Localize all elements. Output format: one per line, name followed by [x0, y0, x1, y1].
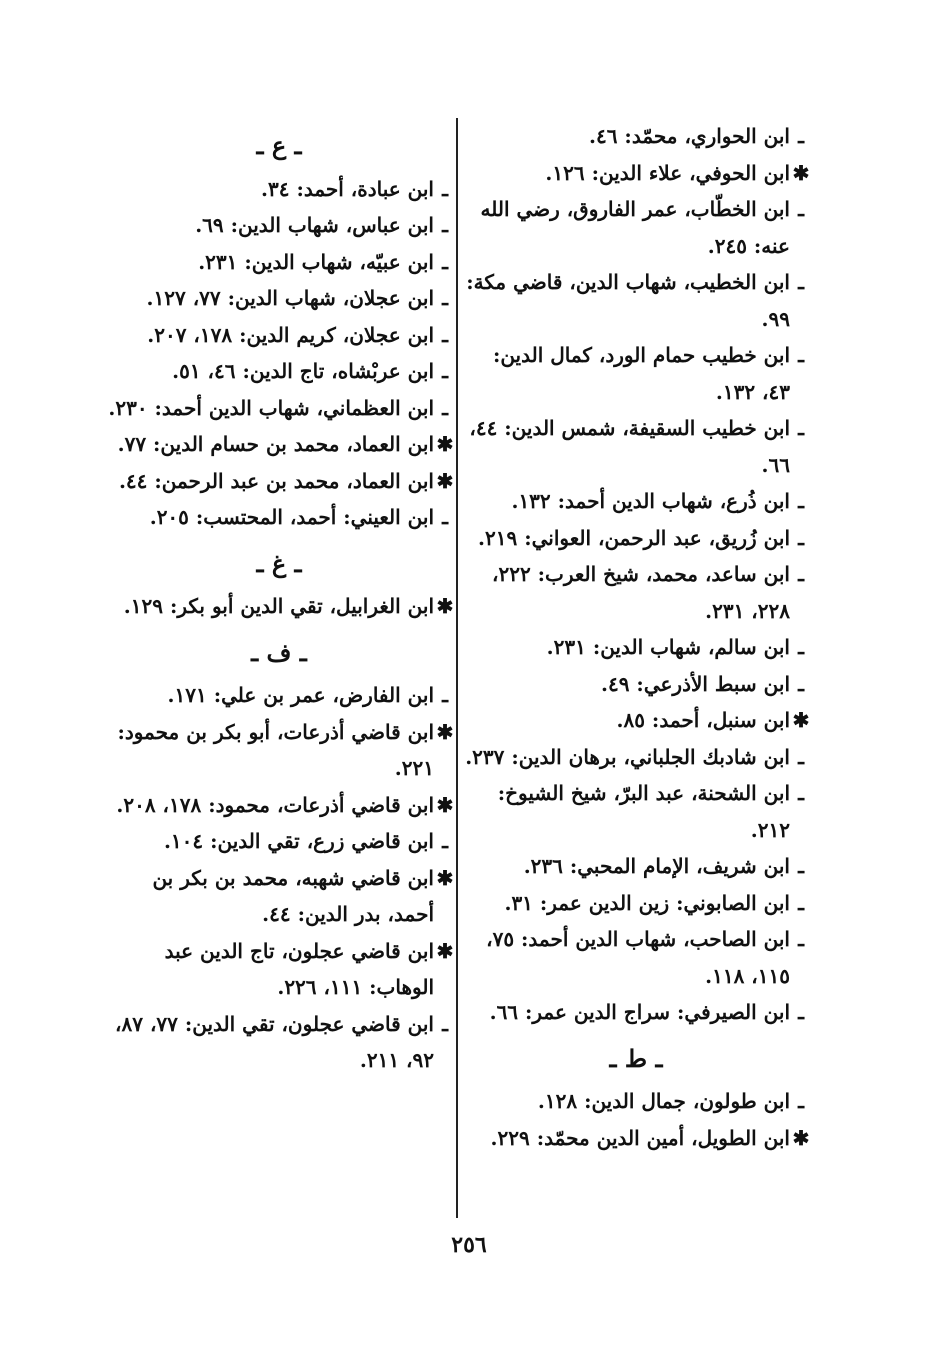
index-entry [462, 629, 810, 666]
entry-text: ابن الشحنة، عبد البرّ، شيخ الشيوخ: ٢١٢. [497, 781, 790, 842]
entry-marker: ـ [442, 359, 448, 383]
entry-text: ابن زُريق، عبد الرحمن، العواني: ٢١٩. [478, 525, 790, 550]
entry-marker: ـ [442, 176, 448, 201]
entry-text: ابن سنبل، أحمد: ٨٥. [616, 708, 790, 732]
index-entry [462, 1083, 810, 1120]
entry-marker: ✱ [436, 938, 454, 963]
entry-marker: ✱ [436, 594, 454, 618]
entry-text: ابن الخطّاب، عمر الفاروق، رضي الله عنه: ٢٤٥. [480, 197, 790, 258]
index-entry [104, 714, 454, 787]
section-heading-fa: ـ ف ـ [251, 637, 307, 667]
entry-text: ابن عبيّه، شهاب الدين: ٢٣١. [198, 249, 434, 274]
index-entry [104, 499, 454, 536]
page-number: ٢٥٦ [451, 1232, 487, 1258]
entry-text: ابن قاضي أذرعات، محمود: ١٧٨، ٢٠٨. [116, 792, 434, 817]
entry-text: ابن شادبك الجلباني، برهان الدين: ٢٣٧. [465, 744, 790, 769]
entry-text: ابن خطيب السقيفة، شمس الدين: ٤٤، ٦٦. [469, 416, 790, 477]
index-entry [462, 885, 810, 922]
index-entry [104, 207, 454, 244]
entry-text: ابن ذُرع، شهاب الدين أحمد: ١٣٢. [511, 489, 790, 513]
index-entry [462, 556, 810, 629]
entry-text: ابن قاضي عجلون، تاج الدين عبد الوهاب: ١١١، ٢٢٦. [164, 938, 434, 999]
entry-text: ابن ساعد، محمد، شيخ العرب: ٢٢٢، ٢٢٨، ٢٣١. [492, 562, 790, 623]
index-entry [462, 410, 810, 483]
entry-text: ابن الحوفي، علاء الدين: ١٢٦. [545, 160, 790, 185]
index-entry [462, 994, 810, 1031]
index-entry [462, 155, 810, 192]
index-entry [104, 463, 454, 500]
entry-text: ابن عباس، شهاب الدين: ٦٩. [195, 213, 434, 237]
entry-marker: ✱ [436, 719, 454, 744]
index-entry [462, 666, 810, 703]
index-entry [104, 787, 454, 824]
entry-text: ابن قاضي عجلون، تقي الدين: ٧٧، ٨٧، ٩٢، ٢١١. [115, 1011, 434, 1072]
entry-marker: ـ [798, 1089, 804, 1113]
index-entry [462, 337, 810, 410]
entry-text: ابن الطويل، أمين الدين محمّد: ٢٢٩. [490, 1125, 790, 1150]
entry-text: ابن العماد، محمد بن عبد الرحمن: ٤٤. [118, 468, 434, 493]
entry-text: ابن الحواري، محمّد: ٤٦. [589, 124, 790, 148]
left-column [104, 118, 454, 1079]
entry-marker: ـ [798, 927, 804, 951]
index-entry [104, 280, 454, 317]
entry-text: ابن طولون، جمال الدين: ١٢٨. [537, 1089, 790, 1113]
index-entry [462, 1120, 810, 1157]
index-entry [462, 848, 810, 885]
index-entry [462, 118, 810, 155]
index-entry [104, 1006, 454, 1079]
entry-text: ابن عجلان، شهاب الدين: ٧٧، ١٢٧. [146, 286, 434, 310]
index-entry [462, 739, 810, 776]
entry-text: ابن العماد، محمد بن حسام الدين: ٧٧. [117, 432, 434, 456]
index-entry [462, 921, 810, 994]
entry-marker: ـ [798, 854, 804, 878]
index-entry [462, 702, 810, 739]
index-entry [104, 677, 454, 714]
entry-marker: ـ [798, 124, 804, 148]
entry-marker: ـ [798, 890, 804, 915]
index-entry [104, 353, 454, 390]
entry-marker: ـ [442, 505, 448, 529]
entry-text: ابن الصابوني: زين الدين عمر: ٣١. [504, 890, 790, 915]
entry-marker: ـ [798, 489, 804, 513]
entry-marker: ـ [798, 562, 804, 586]
entry-marker: ـ [798, 1000, 804, 1024]
entry-text: ابن عربْشاه، تاج الدين: ٤٦، ٥١. [172, 359, 434, 383]
entry-text: ابن الغرابيل، تقي الدين أبو بكر: ١٢٩. [123, 594, 434, 618]
entry-marker: ✱ [792, 1125, 810, 1150]
entry-marker: ـ [798, 781, 804, 805]
index-entry [104, 860, 454, 933]
entry-marker: ـ [798, 197, 804, 221]
entry-marker: ـ [442, 395, 448, 420]
entry-text: ابن قاضي أذرعات، أبو بكر بن محمود: ٢٢١. [117, 719, 434, 780]
entry-text: ابن عبادة، أحمد: ٣٤. [261, 176, 434, 201]
entry-marker: ـ [442, 213, 448, 237]
index-entry [462, 483, 810, 520]
entry-marker: ✱ [436, 792, 454, 817]
entry-text: ابن قاضي زرع، تقي الدين: ١٠٤. [163, 829, 434, 853]
index-entry [462, 775, 810, 848]
entry-text: ابن سالم، شهاب الدين: ٢٣١. [546, 635, 790, 659]
entry-marker: ـ [798, 635, 804, 659]
index-entry [104, 171, 454, 208]
entry-marker: ـ [798, 416, 804, 440]
index-entry [104, 588, 454, 625]
entry-marker: ✱ [436, 865, 454, 890]
index-entry [104, 317, 454, 354]
index-entry [104, 823, 454, 860]
entry-marker: ✱ [436, 432, 454, 456]
entry-marker: ـ [442, 322, 448, 347]
entry-marker: ✱ [792, 160, 810, 185]
index-entry [104, 426, 454, 463]
entry-marker: ـ [798, 270, 804, 294]
entry-marker: ـ [442, 249, 448, 274]
index-entry [462, 520, 810, 557]
entry-marker: ـ [442, 1011, 448, 1036]
entry-marker: ـ [798, 671, 804, 696]
section-heading-ain: ـ ع ـ [256, 131, 302, 160]
entry-marker: ـ [442, 683, 448, 707]
index-entry [462, 264, 810, 337]
entry-text: ابن الفارض، عمر بن علي: ١٧١. [167, 683, 434, 707]
entry-text: ابن عجلان، كريم الدين: ١٧٨، ٢٠٧. [147, 322, 434, 347]
entry-text: ابن شريف، الإمام المحبي: ٢٣٦. [523, 854, 790, 878]
entry-text: ابن الصاحب، شهاب الدين أحمد: ٧٥، ١١٥، ١١٨. [486, 927, 790, 988]
entry-text: ابن قاضي شهبه، محمد بن بكر بن أحمد، بدر الدين: ٤٤. [152, 865, 434, 926]
entry-text: ابن الصيرفي: سراج الدين عمر: ٦٦. [489, 1000, 790, 1024]
entry-marker: ـ [442, 829, 448, 853]
index-entry [104, 933, 454, 1006]
index-entry [462, 191, 810, 264]
entry-marker: ـ [798, 525, 804, 550]
entry-marker: ✱ [436, 468, 454, 493]
entry-marker: ـ [798, 744, 804, 769]
index-entry [104, 390, 454, 427]
entry-marker: ـ [798, 343, 804, 367]
entry-marker: ✱ [792, 708, 810, 732]
entry-text: ابن العيني: أحمد، المحتسب: ٢٠٥. [149, 505, 434, 529]
entry-text: ابن سبط الأذرعي: ٤٩. [601, 671, 790, 696]
index-entry [104, 244, 454, 281]
entry-text: ابن الخطيب، شهاب الدين، قاضي مكة: ٩٩. [466, 270, 790, 331]
column-divider [456, 118, 458, 1218]
section-heading-ghain: ـ غ ـ [256, 548, 302, 578]
section-heading-ta: ـ ط ـ [609, 1043, 663, 1073]
entry-marker: ـ [442, 286, 448, 310]
right-column [462, 118, 810, 1156]
entry-text: ابن خطيب حمام الورد، كمال الدين: ٤٣، ١٣٢. [492, 343, 790, 404]
entry-text: ابن العظماني، شهاب الدين أحمد: ٢٣٠. [108, 395, 434, 420]
